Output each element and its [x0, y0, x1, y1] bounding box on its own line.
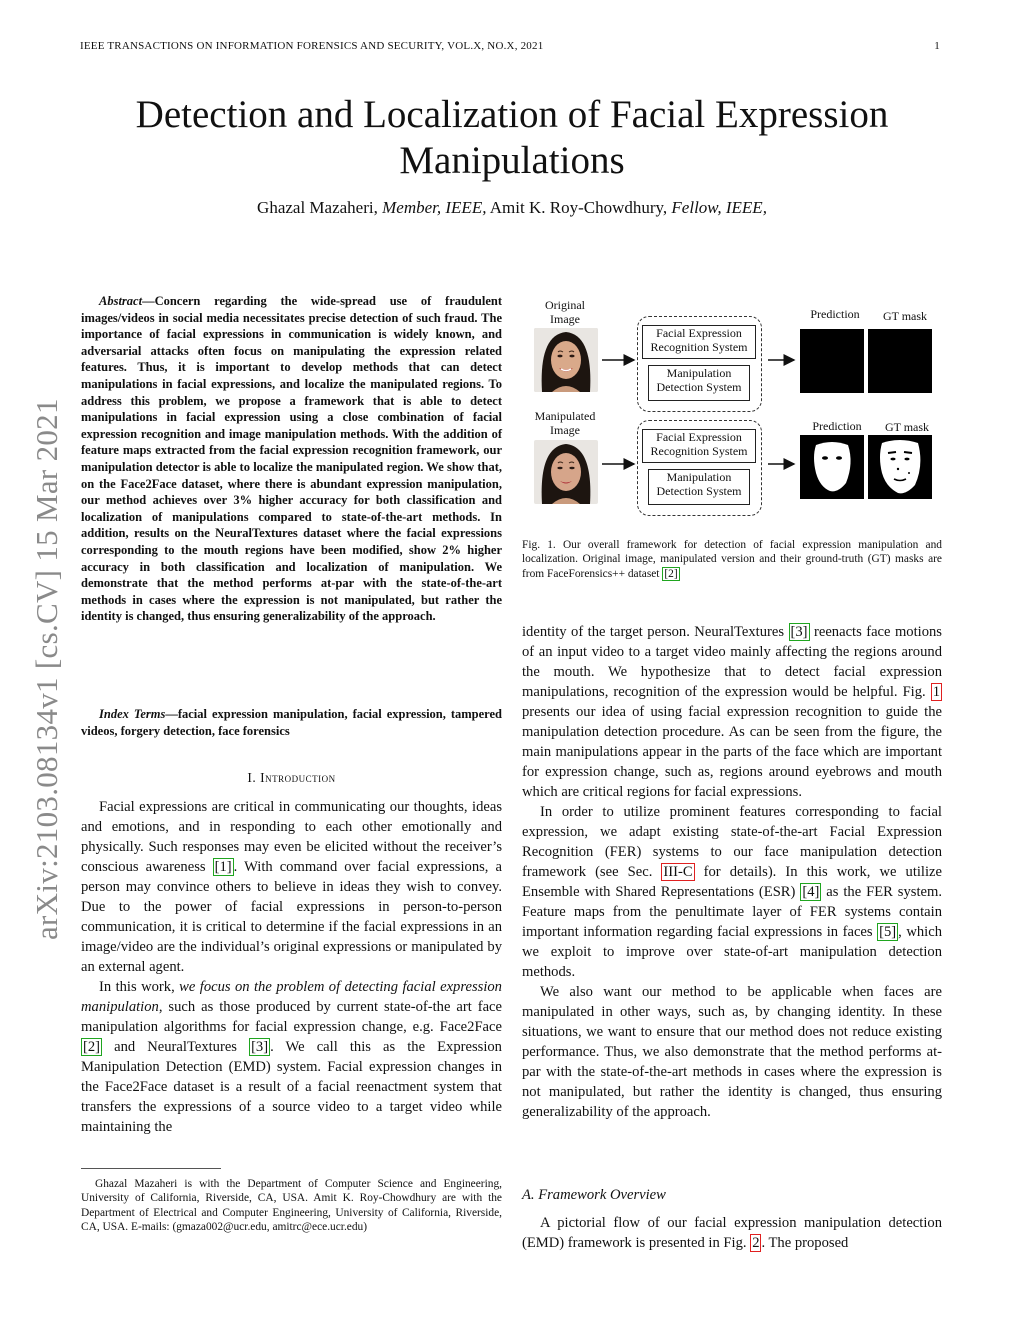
mds-label: Manipulation Detection System	[656, 470, 742, 498]
right-paragraph-1	[522, 622, 942, 802]
prediction-mask-manipulated	[800, 435, 864, 499]
figure-1-caption	[522, 538, 942, 581]
index-terms-text: —facial expression manipulation, facial expression, tampered videos, forgery detection, face forensics	[81, 707, 502, 738]
text-run: as the FER system. Feature maps from the penultimate layer of FER systems contain important information regarding facial expressions in faces	[522, 884, 942, 940]
footnote-rule	[81, 1168, 221, 1169]
running-header	[80, 40, 940, 52]
author-1-role: Member, IEEE,	[382, 198, 487, 217]
section-heading-introduction	[81, 770, 502, 786]
footnote-text: Ghazal Mazaheri is with the Department of Computer Science and Engineering, University of California, Riverside, CA, USA. Amit K. Roy-Chowdhury are with the Department of Electrical and Computer Engineering, University of California, Riverside, CA, USA. E-mails: (gmaza002@ucr.edu, amitrc@ece.ucr.edu)	[81, 1178, 502, 1233]
figure-link[interactable]: 1	[932, 684, 940, 700]
text-run: identity of the target person. NeuralTextures	[522, 624, 789, 640]
citation-link[interactable]: [3]	[790, 624, 808, 640]
abstract	[81, 293, 502, 625]
citation-link[interactable]: [1]	[214, 859, 232, 875]
citation-link[interactable]: [3]	[251, 1039, 269, 1055]
gt-mask-manipulated	[868, 435, 932, 499]
figure-1	[522, 292, 952, 532]
text-run: and NeuralTextures	[102, 1039, 250, 1055]
original-image-label: Original Image	[545, 298, 585, 326]
section-link[interactable]: III-C	[663, 864, 693, 880]
right-paragraph-3: We also want our method to be applicable when faces are manipulated in other ways, such as, by changing identity. In these situations, we want to ensure that our method does not reduce existing performance. Thus, we also demonstrate that the method performs at-par with the state-of-the-art methods in cases where the expression is not manipulated, but rather the identity is changed, thus ensuring generalizability of the approach.	[522, 984, 942, 1120]
text-run: . The proposed	[761, 1235, 849, 1251]
emphasis-text: we focus on the problem of detecting facial expression manipulation	[81, 979, 502, 1015]
text-run: reenacts face motions of an input video to a target video mainly affecting the regions around the mouth. We hypothesize that to detect facial expression manipulations, recognition of the expression would be helpful. Fig.	[522, 624, 942, 700]
section-numeral: I.	[247, 770, 257, 785]
abstract-lead: Abstract	[99, 294, 143, 308]
gt-mask-label-top: GT mask	[882, 309, 928, 323]
prediction-label-bottom: Prediction	[812, 419, 862, 433]
abstract-text: —Concern regarding the wide-spread use of fraudulent images/videos in social media necessitates precise detection of such fraud. The importance of facial expressions in communication is widely known, and adversarial attacks often focus on manipulating the expression related features. Thus, it is important to develop methods that can detect manipulations in facial expressions, and localize the manipulated regions. To address this problem, we propose a framework that is able to detect manipulations in facial expression using a close combination of facial expression recognition and image manipulation methods. With the addition of feature maps extracted from the facial expression recognition framework, our manipulation detector is able to localize the manipulated region. We show that, on the Face2Face dataset, where there is abundant expression manipulation, our method achieves over 3% higher accuracy for both classification and localization of manipulations compared to state-of-the-art methods. In addition, results on the NeuralTextures dataset where the facial expressions corresponding to the mouth regions have been modified, show 2% higher accuracy in both classification and localization of manipulation. We demonstrate that the method performs at-par with the state-of-the-art methods in cases where the expression is not manipulated, but rather the identity is changed, thus ensuring generalizability of the approach.	[81, 294, 502, 624]
footnote	[81, 1177, 502, 1234]
fer-system-label: Facial Expression Recognition System	[650, 326, 748, 354]
author-2-name: Amit K. Roy-Chowdhury,	[489, 198, 668, 217]
author-1-name: Ghazal Mazaheri,	[257, 198, 378, 217]
left-column-body	[81, 797, 502, 1137]
text-run: . With command over facial expressions, a person may convince others to believe in ideas they wish to convey. Due to the power of facial expressions in person-to-person communication, it is critical to determine if the facial expressions in an image/video are the individual’s original expressions or manipulated by an external agent.	[81, 859, 502, 975]
author-line	[60, 198, 964, 218]
mds-label: Manipulation Detection System	[656, 366, 742, 394]
caption-text: Fig. 1. Our overall framework for detection of facial expression manipulation and localization. Original image, manipulated version and their ground-truth (GT) masks are from FaceForensics++ dataset	[522, 539, 942, 580]
gt-mask-label-bottom: GT mask	[884, 420, 930, 434]
fer-system-label: Facial Expression Recognition System	[650, 430, 748, 458]
text-run: . We call this as the Expression Manipulation Detection (EMD) system. Facial expression changes in the Face2Face dataset is a result of a facial reenactment system that transfers the expressions of a source video to a target video while maintaining the	[81, 1039, 502, 1135]
text-run: Facial expressions are critical in communicating our thoughts, ideas and emotions, and in responding to each other emotionally and physically. Such responses may even be elicited without the receiver’s conscious awareness	[81, 799, 502, 875]
gt-mask-original	[868, 329, 932, 393]
text-run: for details). In this work, we utilize Ensemble with Shared Representations (ESR)	[522, 864, 942, 900]
intro-paragraph-1	[81, 797, 502, 977]
page-number: 1	[934, 40, 940, 52]
fer-system-box-top	[642, 325, 756, 359]
text-run: In order to utilize prominent features corresponding to facial expression, we adapt existing state-of-the-art Facial Expression Recognition (FER) systems to our face manipulation detection framework (see Sec.	[522, 804, 942, 880]
journal-name: IEEE TRANSACTIONS ON INFORMATION FORENSICS AND SECURITY, VOL.X, NO.X, 2021	[80, 40, 544, 52]
mds-box-top	[648, 365, 750, 401]
fer-system-box-bottom	[642, 429, 756, 463]
manipulated-image-label: Manipulated Image	[534, 409, 596, 437]
text-run: presents our idea of using facial expression recognition to guide the manipulation detection procedure. As can be seen from the figure, the main manipulations appear in the parts of the face which are important for expression change, such as, regions around eyebrows and mouth which are critical regions for facial expressions.	[522, 704, 942, 800]
prediction-mask-original	[800, 329, 864, 393]
arxiv-stamp: arXiv:2103.08134v1 [cs.CV] 15 Mar 2021	[29, 398, 64, 940]
citation-link[interactable]: [5]	[879, 924, 897, 940]
subsection-heading-framework-overview: A. Framework Overview	[522, 1187, 666, 1203]
text-run: In this work,	[99, 979, 180, 995]
author-2-role: Fellow, IEEE,	[671, 198, 767, 217]
citation-link[interactable]: [4]	[802, 884, 820, 900]
prediction-label-top: Prediction	[810, 307, 860, 321]
citation-link[interactable]: [2]	[83, 1039, 101, 1055]
right-paragraph-2	[522, 802, 942, 982]
mds-box-bottom	[648, 469, 750, 505]
citation-link[interactable]: [2]	[664, 567, 678, 580]
paper-title: Detection and Localization of Facial Expression Manipulations	[135, 93, 889, 182]
section-title: Introduction	[260, 770, 336, 785]
text-run: A pictorial flow of our facial expression manipulation detection (EMD) framework is presented in Fig.	[522, 1215, 942, 1251]
text-run: , such as those produced by current state-of-the art face manipulation algorithms for facial expression change, e.g. Face2Face	[81, 999, 502, 1035]
index-terms-lead: Index Terms	[99, 707, 166, 721]
framework-paragraph	[522, 1213, 942, 1253]
right-column-body	[522, 622, 942, 1122]
text-run: , which we exploit to improve over state-of-art manipulation detection methods.	[522, 924, 943, 980]
right-column-body-2	[522, 1213, 942, 1253]
intro-paragraph-2	[81, 977, 502, 1137]
figure-link[interactable]: 2	[752, 1235, 760, 1251]
index-terms	[81, 706, 502, 739]
